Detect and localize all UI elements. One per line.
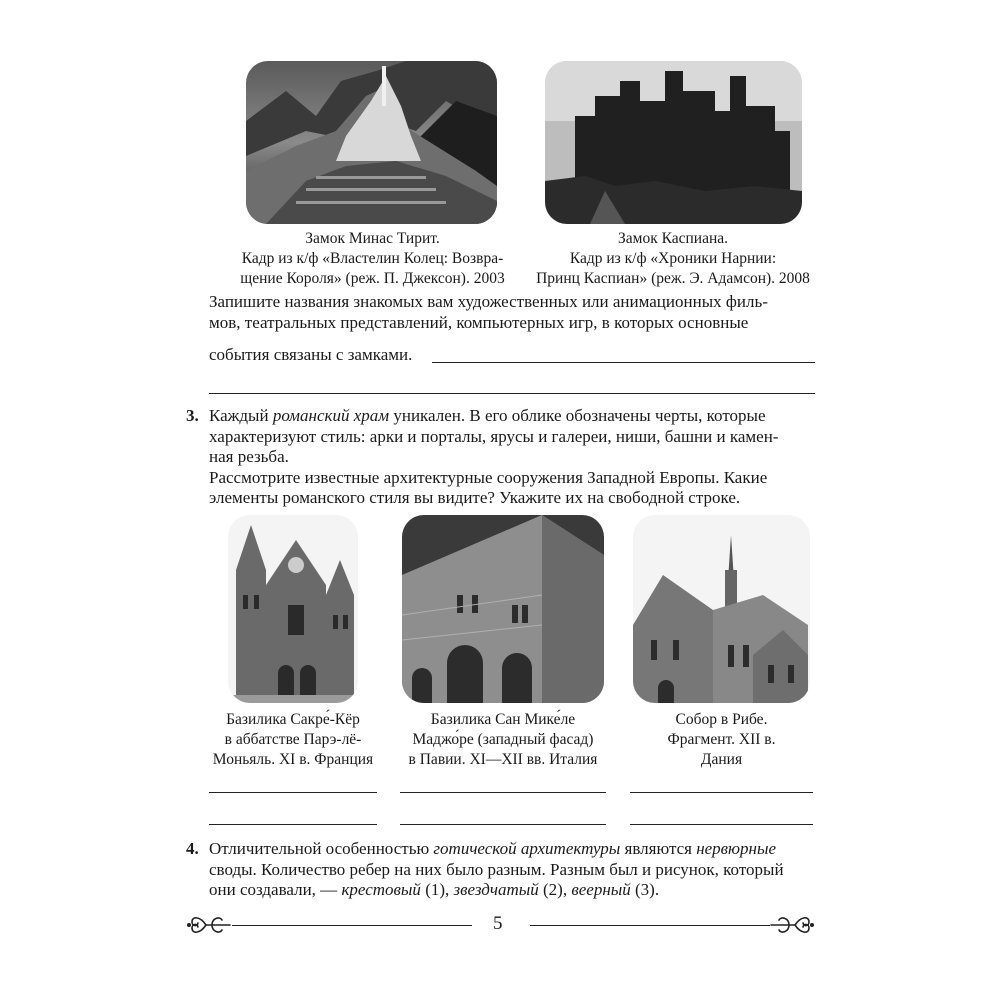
san-michele-maggiore-photo [402,515,604,703]
caption-line: Кадр из к/ф «Хроники Нарнии: [569,250,777,267]
caption-line: в Павии. XI—XII вв. Италия [408,751,598,768]
caption-line: Маджо́ре (западный фасад) [412,731,594,748]
caption-line: Фрагмент. XII в. [667,731,776,748]
ribe-caption [633,710,810,770]
task-4-line [209,839,821,860]
caption-line: Моньяль. XI в. Франция [212,751,374,768]
term-rib-vaults: нервюрные [696,839,777,858]
text-run: они создавали, — [209,880,342,899]
caption-line: в аббатстве Парэ-лё- [224,731,362,748]
caption-line: Замок Минас Тирит. [305,230,440,247]
text-run: являются [620,839,697,858]
text-run: Каждый [209,406,273,425]
footer-rule-right [530,925,770,926]
term-fan: веерный [571,880,631,899]
caption-line: Дания [700,751,743,768]
task-4-line [209,880,821,901]
answer-line[interactable] [432,362,815,363]
caption-line: щение Короля» (реж. П. Джексон). 2003 [240,270,505,287]
task-3-line: ная резьба. [209,447,289,466]
intro-paragraph [209,292,821,333]
task-3-number: 3. [186,406,199,425]
text-run: (1), [420,880,454,899]
term-cross: крестовый [341,880,421,899]
page-number: 5 [493,913,503,934]
answer-line-sacre[interactable] [209,792,377,793]
text-run: (3). [630,880,660,899]
answer-line-ribe[interactable] [630,824,813,825]
answer-line-ribe[interactable] [630,792,813,793]
answer-line-michele[interactable] [400,792,606,793]
ribe-cathedral-photo [633,515,810,703]
left-flourish-ornament-icon [186,908,231,942]
task-3-line: Рассмотрите известные архитектурные сооружения Западной Европы. Какие [209,467,768,487]
task-4-text [209,839,821,901]
task-3-line [209,406,821,427]
caspian-castle-photo [545,61,802,224]
text-run: уникален. В его облике обозначены черты, которые [389,406,766,425]
right-flourish-ornament-icon [770,908,815,942]
task-3-text [209,406,821,509]
sacre-coeur-paray-photo [228,515,358,703]
answer-line-michele[interactable] [400,824,606,825]
caption-line: Базилика Сакре́-Кёр [226,711,360,728]
task-3-line: элементы романского стиля вы видите? Укажите их на свободной строке. [209,488,741,507]
text-run: Отличительной особенностью [209,839,434,858]
caspian-castle-caption [523,229,823,289]
task-4-line: своды. Количество ребер на них было разным. Разным был и рисунок, который [209,859,784,879]
intro-last-line: события связаны с замками. [209,345,413,364]
caption-line: Кадр из к/ф «Властелин Колец: Возвра- [241,250,504,267]
minas-tirith-caption [225,229,520,289]
answer-line[interactable] [209,393,815,394]
task-4-number: 4. [186,839,199,858]
caption-line: Принц Каспиан» (реж. Э. Адамсон). 2008 [536,270,810,287]
answer-line-sacre[interactable] [209,824,377,825]
term-gothic-architecture: готической архитектуры [433,839,621,858]
caption-line: Базилика Сан Мике́ле [430,711,576,728]
san-michele-caption [393,710,613,770]
intro-line: Запишите названия знакомых вам художественных или анимационных филь- [209,292,768,311]
term-romanesque-temple: романский храм [272,406,390,425]
term-star: звездчатый [453,880,539,899]
caption-line: Замок Каспиана. [617,230,729,247]
text-run: (2), [538,880,572,899]
caption-line: Собор в Рибе. [675,711,768,728]
task-3-line: характеризуют стиль: арки и порталы, ярусы и галереи, ниши, башни и камен- [209,426,779,446]
sacre-coeur-caption [203,710,383,770]
intro-line: мов, театральных представлений, компьютерных игр, в которых основные [209,312,749,332]
minas-tirith-photo [246,61,497,224]
footer-rule-left [232,925,472,926]
